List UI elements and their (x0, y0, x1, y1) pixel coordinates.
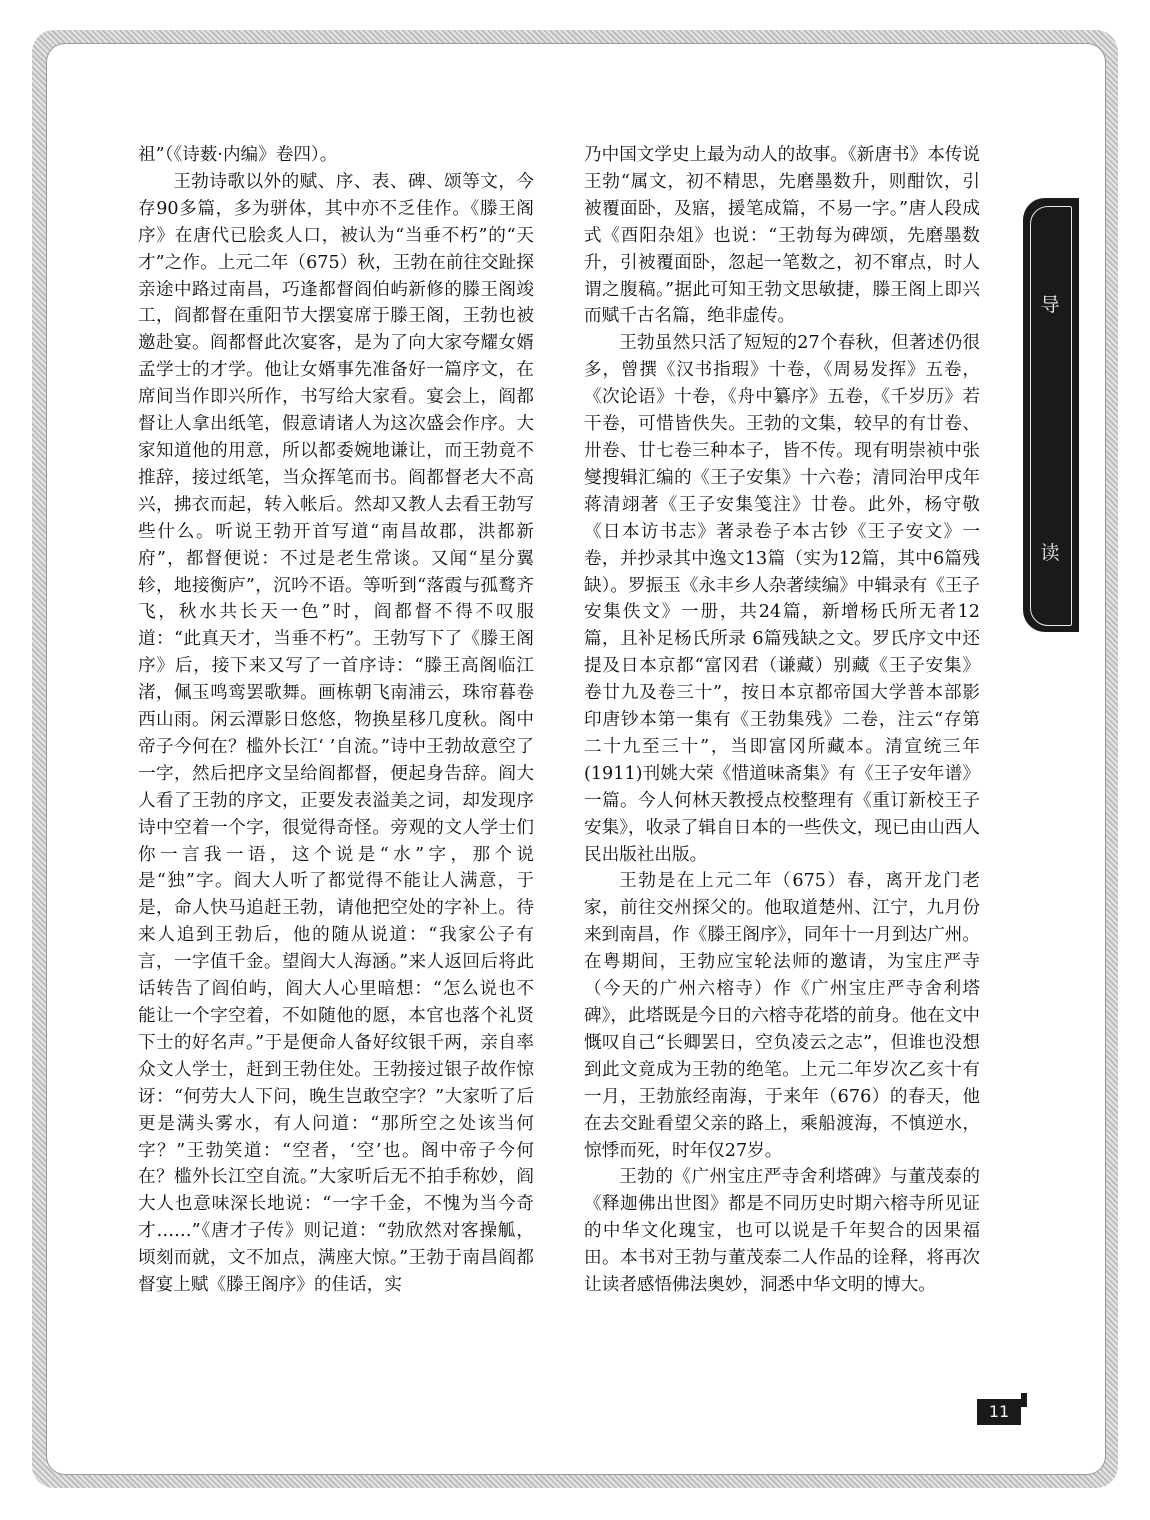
paragraph: 祖”（《诗薮·内编》卷四）。 (138, 145, 338, 165)
paragraph: 王勃的《广州宝庄严寺舍利塔碑》与董茂泰的《释迦佛出世图》都是不同历史时期六榕寺所见证的中华文化瑰宝，也可以说是千年契合的因果福田。本书对王勃与董茂泰二人作品的诠释，将再次让读者感悟佛法奥妙，洞悉中华文明的博大。 (584, 1167, 980, 1296)
section-tab-char: 导 (1040, 294, 1060, 316)
left-text-column (138, 142, 534, 1299)
paragraph: 王勃虽然只活了短短的27个春秋，但著述仍很多，曾撰《汉书指瑕》十卷，《周易发挥》五卷，《次论语》十卷，《舟中纂序》五卷，《千岁历》若干卷，可惜皆佚失。王勃的文集，较早的有廿卷、卅卷、廿七卷三种本子，皆不传。现有明崇祯中张燮搜辑汇编的《王子安集》十六卷；清同治甲戌年蒋清翊著《王子安集笺注》廿卷。此外，杨守敬《日本访书志》著录卷子本古钞《王子安文》一卷，并抄录其中逸文13篇（实为12篇，其中6篇残缺）。罗振玉《永丰乡人杂著续编》中辑录有《王子安集佚文》一册，共24篇，新增杨氏所无者12篇，且补足杨氏所录 6篇残缺之文。罗氏序文中还提及日本京都“富冈君（谦藏）别藏《王子安集》卷廿九及卷三十”，按日本京都帝国大学普本部影印唐钞本第一集有《王勃集残》二卷，注云“存第二十九至三十”，当即富冈所藏本。清宣统三年(1911)刊姚大荣《惜道味斋集》有《王子安年谱》一篇。今人何林天教授点校整理有《重订新校王子安集》，收录了辑自日本的一些佚文，现已由山西人民出版社出版。 (584, 333, 980, 865)
paragraph: 乃中国文学史上最为动人的故事。《新唐书》本传说王勃“属文，初不精思，先磨墨数升，则酣饮，引被覆面卧，及寤，援笔成篇，不易一字。”唐人段成式《酉阳杂俎》也说：“王勃每为碑颂，先磨墨数升，引被覆面卧，忽起一笔数之，初不窜点，时人谓之腹稿。”据此可知王勃文思敏捷，滕王阁上即兴而赋千古名篇，绝非虚传。 (584, 145, 980, 327)
section-tab-char: 读 (1040, 542, 1060, 564)
page-number: 11 (977, 1399, 1021, 1425)
paragraph: 王勃是在上元二年（675）春，离开龙门老家，前往交州探父的。他取道楚州、江宁，九月份来到南昌，作《滕王阁序》，同年十一月到达广州。在粤期间，王勃应宝轮法师的邀请，为宝庄严寺（今天的广州六榕寺）作《广州宝庄严寺舍利塔碑》，此塔既是今日的六榕寺花塔的前身。他在文中慨叹自己“长卿罢日，空负凌云之志”，但谁也没想到此文竟成为王勃的绝笔。上元二年岁次乙亥十有一月，王勃旅经南海，于来年（676）的春天，他在去交趾看望父亲的路上，乘船渡海，不慎逆水，惊悸而死，时年仅27岁。 (584, 871, 980, 1161)
paragraph: 王勃诗歌以外的赋、序、表、碑、颂等文，今存90多篇，多为骈体，其中亦不乏佳作。《滕王阁序》在唐代已脍炙人口，被认为“当垂不朽”的“天才”之作。上元二年（675）秋，王勃在前往交趾探亲途中路过南昌，巧逢都督阎伯屿新修的滕王阁竣工，阎都督在重阳节大摆宴席于滕王阁，王勃也被邀赴宴。阎都督此次宴客，是为了向大家夸耀女婿孟学士的才学。他让女婿事先准备好一篇序文，在席间当作即兴所作，书写给大家看。宴会上，阎都督让人拿出纸笔，假意请诸人为这次盛会作序。大家知道他的用意，所以都委婉地谦让，而王勃竟不推辞，接过纸笔，当众挥笔而书。阎都督老大不高兴，拂衣而起，转入帐后。然却又教人去看王勃写些什么。听说王勃开首写道“南昌故郡，洪都新府”，都督便说：不过是老生常谈。又闻“星分翼轸，地接衡庐”，沉吟不语。等听到“落霞与孤鹜齐飞，秋水共长天一色”时，阎都督不得不叹服道：“此真天才，当垂不朽”。王勃写下了《滕王阁序》后，接下来又写了一首序诗：“滕王高阁临江渚，佩玉鸣鸾罢歌舞。画栋朝飞南浦云，珠帘暮卷西山雨。闲云潭影日悠悠，物换星移几度秋。阁中帝子今何在？槛外长江‘ ’自流。”诗中王勃故意空了一字，然后把序文呈给阎都督，便起身告辞。阎大人看了王勃的序文，正要发表溢美之词，却发现序诗中空着一个字，很觉得奇怪。旁观的文人学士们你一言我一语，这个说是“水”字，那个说是“独”字。阎大人听了都觉得不能让人满意，于是，命人快马追赶王勃，请他把空处的字补上。待来人追到王勃后，他的随从说道：“我家公子有言，一字值千金。望阎大人海涵。”来人返回后将此话转告了阎伯屿，阎大人心里暗想：“怎么说也不能让一个字空着，不如随他的愿，本官也落个礼贤下士的好名声。”于是便命人备好纹银千两，亲自率众文人学士，赶到王勃住处。王勃接过银子故作惊讶：“何劳大人下问，晚生岂敢空字？”大家听了后更是满头雾水，有人问道：“那所空之处该当何字？”王勃笑道：“空者，‘空’也。阁中帝子今何在？槛外长江空自流。”大家听后无不拍手称妙，阎大人也意味深长地说：“一字千金，不愧为当今奇才……”《唐才子传》则记道：“勃欣然对客操觚，顷刻而就，文不加点，满座大惊。”王勃于南昌阎都督宴上赋《滕王阁序》的佳话，实 (138, 171, 534, 1296)
right-text-column (584, 142, 980, 1299)
